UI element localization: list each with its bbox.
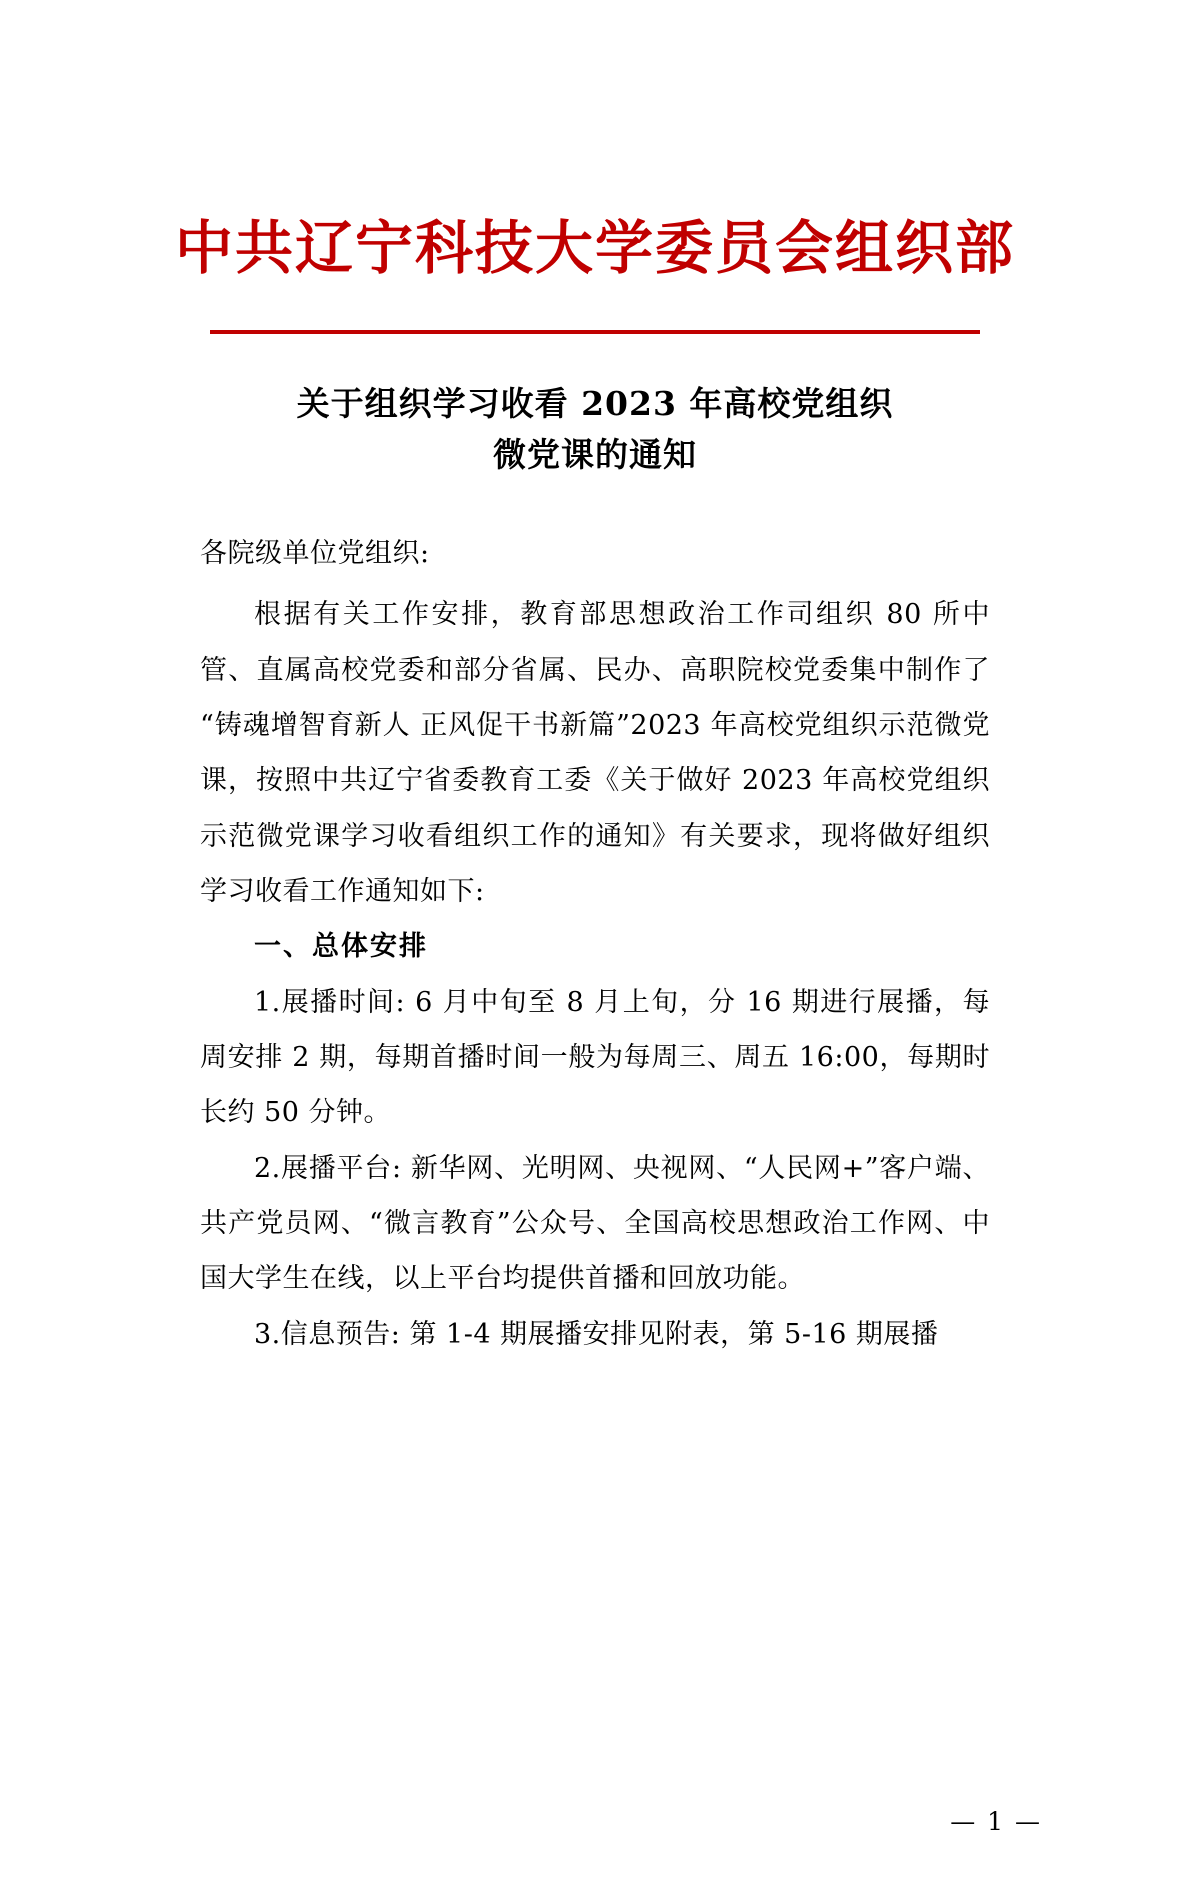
page-number: — 1 — [950, 1807, 1042, 1836]
intro-paragraph: 根据有关工作安排，教育部思想政治工作司组织 80 所中管、直属高校党委和部分省属、民办、高职院校党委集中制作了“铸魂增智育新人 正风促干书新篇”2023 年高校党组织示范微党课，按照中共辽宁省委教育工委《关于做好 2023 年高校党组织示范微党课学习收看组织工作的通知》有关要求，现将做好组织学习收看工作通知如下: [200, 599, 990, 908]
list-item-broadcast-time: 1.展播时间: 6 月中旬至 8 月上旬，分 16 期进行展播，每周安排 2 期，每期首播时间一般为每周三、周五 16:00，每期时长约 50 分钟。 [200, 986, 990, 1129]
document-title [215, 378, 975, 480]
document-title-line-1: 关于组织学习收看 2023 年高校党组织 [296, 383, 894, 423]
document-masthead: 中共辽宁科技大学委员会组织部 [174, 214, 1015, 282]
document-title-line-2: 微党课的通知 [493, 434, 697, 474]
salutation-paragraph: 各院级单位党组织: [200, 537, 430, 569]
list-item-information-preview: 3.信息预告: 第 1-4 期展播安排见附表，第 5-16 期展播 [254, 1318, 939, 1350]
section-heading-overall-arrangement: 一、总体安排 [254, 931, 428, 963]
document-page [0, 215, 1190, 1898]
list-item-broadcast-platform: 2.展播平台: 新华网、光明网、央视网、“人民网+”客户端、共产党员网、“微言教育”公众号、全国高校思想政治工作网、中国大学生在线，以上平台均提供首播和回放功能。 [200, 1152, 990, 1295]
red-divider-rule [210, 330, 980, 334]
document-body [200, 526, 990, 1362]
